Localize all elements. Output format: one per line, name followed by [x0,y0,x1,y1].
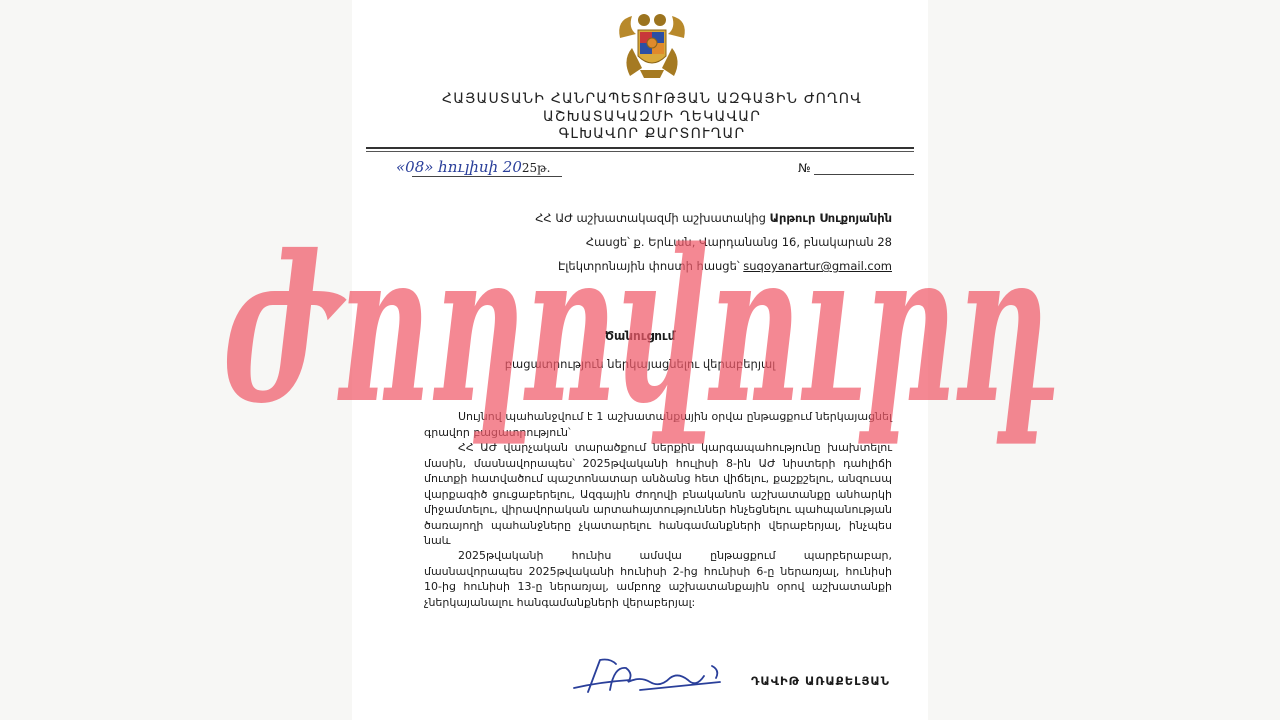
handwritten-signature [570,652,730,698]
coat-of-arms-emblem-icon [614,8,690,84]
paragraph-3: 2025թվականի հունիս ամսվա ընթացքում պարբերաբար, մասնավորապես 2025թվականի հունիսի 2-ից հունիսի 6-ը ներառյալ, հունիսի 10-ից հունիսի 13-ը ներառյալ, ամբողջ աշխատանքային օրով աշխատանքի չներկայանալու հանգամանքների վերաբերյալ: [424,549,892,609]
recipient-address: Հասցե՝ ք. Երևան, Վարդանանց 16, բնակարան 28 [585,235,892,249]
letter-number-label: № [798,161,811,175]
letter-page [352,0,928,720]
recipient-name: Արթուր Սուքոյանին [769,211,892,225]
paragraph-2: ՀՀ ԱԺ վարչական տարածքում ներքին կարգապահությունը խախտելու մասին, մասնավորապես՝ 2025թվականի հուլիսի 8-ին ԱԺ նիստերի դահլիճի մուտքի հատվածում պաշտոնատար անձանց հետ վիճելու, քաշքշելու, անզուսպ վարքագիծ ցուցաբերելու, Ազգային ժողովի բնականոն աշխատանքը անհարկի միջամտելու, վիրավորական արտահայտություններ հնչեցնելու պահպանության ծառայողի պահանջները չկատարելու հանգամանքների վերաբերյալ, ինչպես նաև [424,441,892,547]
background-left [0,0,352,720]
letterhead-line-1: ՀԱՅԱՍՏԱՆԻ ՀԱՆՐԱՊԵՏՈՒԹՅԱՆ ԱԶԳԱՅԻՆ ԺՈՂՈՎ [442,91,862,107]
recipient-email: suqoyanartur@gmail.com [743,259,892,273]
date-underline [412,176,562,177]
watermark-text: Ժողովուրդ [225,203,1055,450]
letterhead-line-3: ԳԼԽԱՎՈՐ ՔԱՐՏՈՒՂԱՐ [558,126,746,142]
recipient-email-line [558,259,892,273]
date-year-suffix: 25թ. [521,161,551,175]
notice-subtitle: բացատրություն ներկայացնելու վերաբերյալ [504,357,776,371]
letterhead-divider-thick [366,147,914,149]
paragraph-1: Սույնով պահանջվում է 1 աշխատանքային օրվա ընթացքում ներկայացնել գրավոր բացատրություն՝ [424,410,892,439]
signer-name: ԴԱՎԻԹ ԱՌԱՔԵԼՅԱՆ [750,674,890,688]
letterhead-divider-thin [366,151,914,152]
recipient-title: ՀՀ ԱԺ աշխատակազմի աշխատակից [535,211,766,225]
recipient-email-label: Էլեկտրոնային փոստի հասցե՝ [557,259,740,273]
letterhead-line-2: ԱՇԽԱՏԱԿԱԶՄԻ ՂԵԿԱՎԱՐ [542,109,762,125]
background-right [928,0,1280,720]
recipient-line [535,211,892,225]
letter-date [396,158,550,176]
letter-number-line [814,174,914,175]
notice-title: Ծանուցում [604,329,676,343]
date-handwritten: «08» հուլիսի 20 [396,158,522,176]
